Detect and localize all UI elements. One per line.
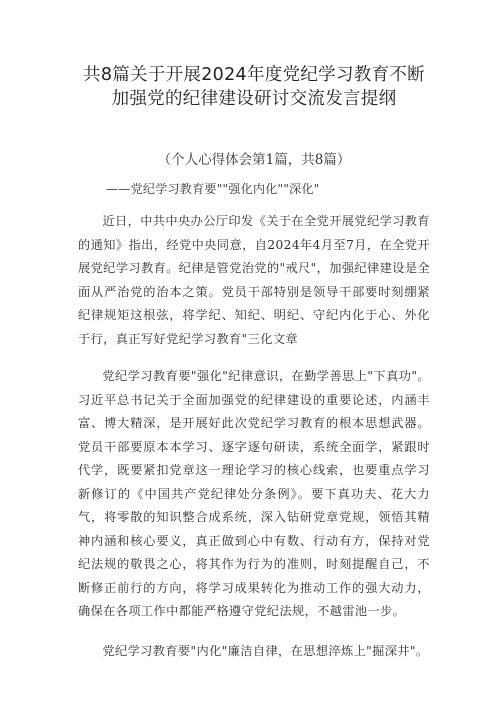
body-paragraph: 党纪学习教育要"强化"纪律意识，在勤学善思上"下真功"。习近平总书记关于全面加强党的纪律建设的重要论述，内涵丰富、博大精深，是开展好此次党纪学习教育的根本思想武器。党员干部要原本本学习、逐字逐句研读，系统全面学，紧跟时代学，既要紧扣党章这一理论学习的核心线索，也要重点学习新修订的《中国共产党纪律处分条例》。要下真功夫、花大力气，将零散的知识整合成系统，深入钻研党章党规，领悟其精神内涵和核心要义，真正做到心中有数、行动有方，保持对党纪法规的敬畏之心，将其作为行为的准则，时刻提醒自己，不断修正前行的方向，将学习成果转化为推动工作的强大动力，确保在各项工作中都能严格遵守党纪法规，不越雷池一步。 bbox=[78, 369, 430, 618]
document-title: 共8篇关于开展2024年度党纪学习教育不断加强党的纪律建设研讨交流发言提纲 bbox=[83, 65, 425, 109]
document-body bbox=[78, 210, 430, 663]
document-subtitle: （个人心得体会第1篇，共8篇） bbox=[157, 152, 351, 168]
body-paragraph: 近日，中共中央办公厅印发《关于在全党开展党纪学习教育的通知》指出，经党中央同意，自2024年4月至7月，在全党开展党纪学习教育。纪律是管党治党的"戒尺"，加强纪律建设是全面从严治党的治本之策。党员干部特别是领导干部要时刻绷紧纪律规矩这根弦，将学纪、知纪、明纪、守纪内化于心、外化于行，真正写好党纪学习教育"三化文章 bbox=[78, 214, 430, 346]
section-leadline: ——党纪学习教育要""强化内化""深化" bbox=[106, 182, 320, 196]
body-paragraph: 党纪学习教育要"内化"廉洁自律，在思想淬炼上"掘深井"。 bbox=[102, 643, 429, 658]
